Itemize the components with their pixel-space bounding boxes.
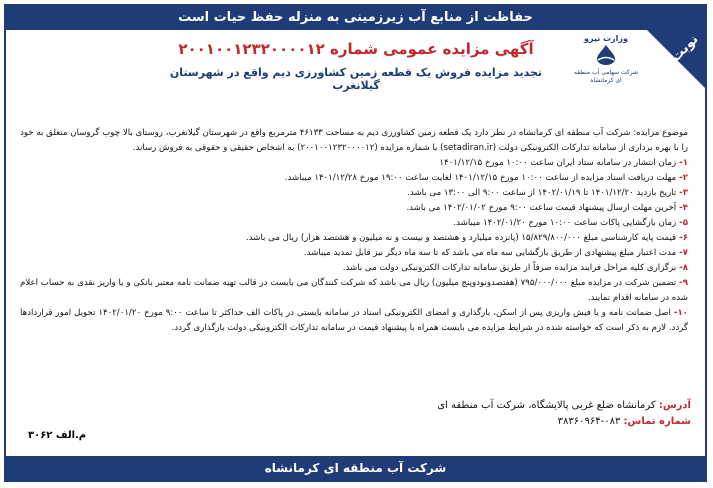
- condition-item: [20, 246, 688, 261]
- condition-item: [20, 216, 688, 231]
- condition-item: [20, 156, 688, 171]
- condition-number: ۵-: [679, 218, 688, 228]
- address-line: [437, 400, 691, 411]
- condition-text: مدت اعتبار مبلغ پیشنهادی از طریق بازگشایی سه ماه می باشد که تا سه ماه دیگر نیز قابل تمدید میباشد.: [303, 248, 677, 258]
- water-drop-icon: [591, 43, 621, 65]
- footer-banner: شرکت آب منطقه ای کرمانشاه: [6, 456, 705, 480]
- condition-item: [20, 171, 688, 186]
- intro-paragraph: موضوع مزایده: شرکت آب منطقه ای کرمانشاه در نظر دارد یک قطعه زمین کشاورزی دیم به مساحت ۴۶۱۳۳ مترمربع واقع در شهرستان گیلانغرب، روستای بالا چوب گروسان متعلق به خود را با بهره برداری از سامانه تدارکات الکترونیکی دولت (setadiran.ir) با شماره مزایده (۲۰۰۱۰۰۱۲۳۲۰۰۰۰۱۲) به اشخاص حقیقی و حقوقی به فروش رساند.: [20, 128, 688, 153]
- address-label: آدرس:: [658, 400, 691, 411]
- condition-number: ۴-: [679, 203, 688, 213]
- top-banner: حفاظت از منابع آب زیرزمینی به منزله حفظ حیات است: [6, 6, 705, 30]
- advertisement-frame: [4, 4, 707, 482]
- auction-title: آگهی مزایده عمومی شماره ۲۰۰۱۰۰۱۲۳۲۰۰۰۰۱۲: [178, 40, 534, 58]
- phone-label: شماره تماس:: [623, 416, 691, 427]
- conditions-list: [20, 156, 688, 336]
- edition-tag: نوبت اول: [648, 31, 702, 86]
- condition-number: ۸-: [679, 263, 688, 273]
- condition-text: تضمین شرکت در مزایده مبلغ ۷۹۵/۰۰۰/۰۰۰ (هفتصدونودوپنج میلیون) ریال می باشد که شرکت کنندگان می بایست در قالب تهیه ضمانت نامه معتبر بانکی و یا واریز نقدی به حساب اعلام شده در سامانه اقدام نمایند.: [20, 278, 688, 303]
- condition-item: [20, 261, 688, 276]
- condition-text: تاریخ بازدید ۱۴۰۱/۱۲/۲۰ تا ۱۴۰۲/۰۱/۱۹ از ساعت ۹:۰۰ الی ۱۳:۰۰ می باشد.: [407, 188, 677, 198]
- condition-number: ۷-: [679, 248, 688, 258]
- address-value: کرمانشاه ضلع غربی پالایشگاه، شرکت آب منطقه ای: [437, 400, 656, 411]
- condition-item: [20, 186, 688, 201]
- document-number: م.الف ۳۰۶۲: [28, 430, 87, 441]
- condition-item: [20, 231, 688, 246]
- ministry-name: وزارت نیرو: [584, 34, 628, 43]
- phone-line: [558, 416, 691, 427]
- condition-text: زمان انتشار در سامانه ستاد ایران ساعت ۱۰:۰۰ مورخ ۱۴۰۱/۱۲/۱۵: [439, 158, 677, 168]
- announcement-body: [20, 126, 688, 336]
- condition-text: برگزاری کلیه مراحل فرایند مزایده صرفاً از طریق سامانه تدارکات الکترونیکی دولت می باشد.: [342, 263, 677, 273]
- condition-number: ۱-: [679, 158, 688, 168]
- condition-number: ۱۰-: [673, 308, 688, 318]
- condition-text: آخرین مهلت ارسال پیشنهاد قیمت ساعت ۹:۰۰ مورخ ۱۴۰۲/۰۱/۰۲ می باشد.: [406, 203, 677, 213]
- condition-number: ۲-: [679, 173, 688, 183]
- phone-value: ۰۸۳-۳۸۳۶۰۹۶۴: [557, 416, 621, 427]
- condition-item: [20, 306, 688, 336]
- condition-number: ۳-: [679, 188, 688, 198]
- condition-text: اصل ضمانت نامه و یا فیش واریزی پس از اسکن، بارگذاری و امضای الکترونیکی اسناد در سامانه بایستی در پاکات الف حداکثر تا ساعت ۹:۰۰ مورخ ۱۴۰۲/۰۱/۲۰ تحویل امور قراردادها گردد. لازم به ذکر است که خواسته شده در شرایط مزایده می بایست همراه با پیشنهاد قیمت در سامانه تدارکات الکترونیکی دولت بارگذاری گردد.: [20, 308, 688, 333]
- company-logo: [571, 34, 641, 96]
- condition-number: ۹-: [679, 278, 688, 288]
- condition-item: [20, 201, 688, 216]
- condition-number: ۶-: [679, 233, 688, 243]
- condition-text: زمان بازگشایی پاکات ساعت ۱۰:۰۰ مورخ ۱۴۰۲/۰۱/۲۰ میباشد.: [453, 218, 677, 228]
- auction-subtitle: تجدید مزایده فروش یک قطعه زمین کشاورزی دیم واقع در شهرستان گیلانغرب: [169, 66, 543, 92]
- company-name: شرکت سهامی آب منطقه ای کرمانشاه: [573, 69, 639, 84]
- condition-item: [20, 276, 688, 306]
- condition-text: مهلت دریافت اسناد مزایده از ساعت ۱۰:۰۰ مورخ ۱۴۰۱/۱۲/۱۵ لغایت ساعت ۱۹:۰۰ مورخ ۱۴۰۱/۱۲/۲۸ میباشد.: [284, 173, 677, 183]
- condition-text: قیمت پایه کارشناسی مبلغ ۱۵/۸۲۹/۸۰۰/۰۰۰ (پانزده میلیارد و هشتصد و بیست و نه میلیون و هشتصد هزار) ریال می باشد.: [246, 233, 677, 243]
